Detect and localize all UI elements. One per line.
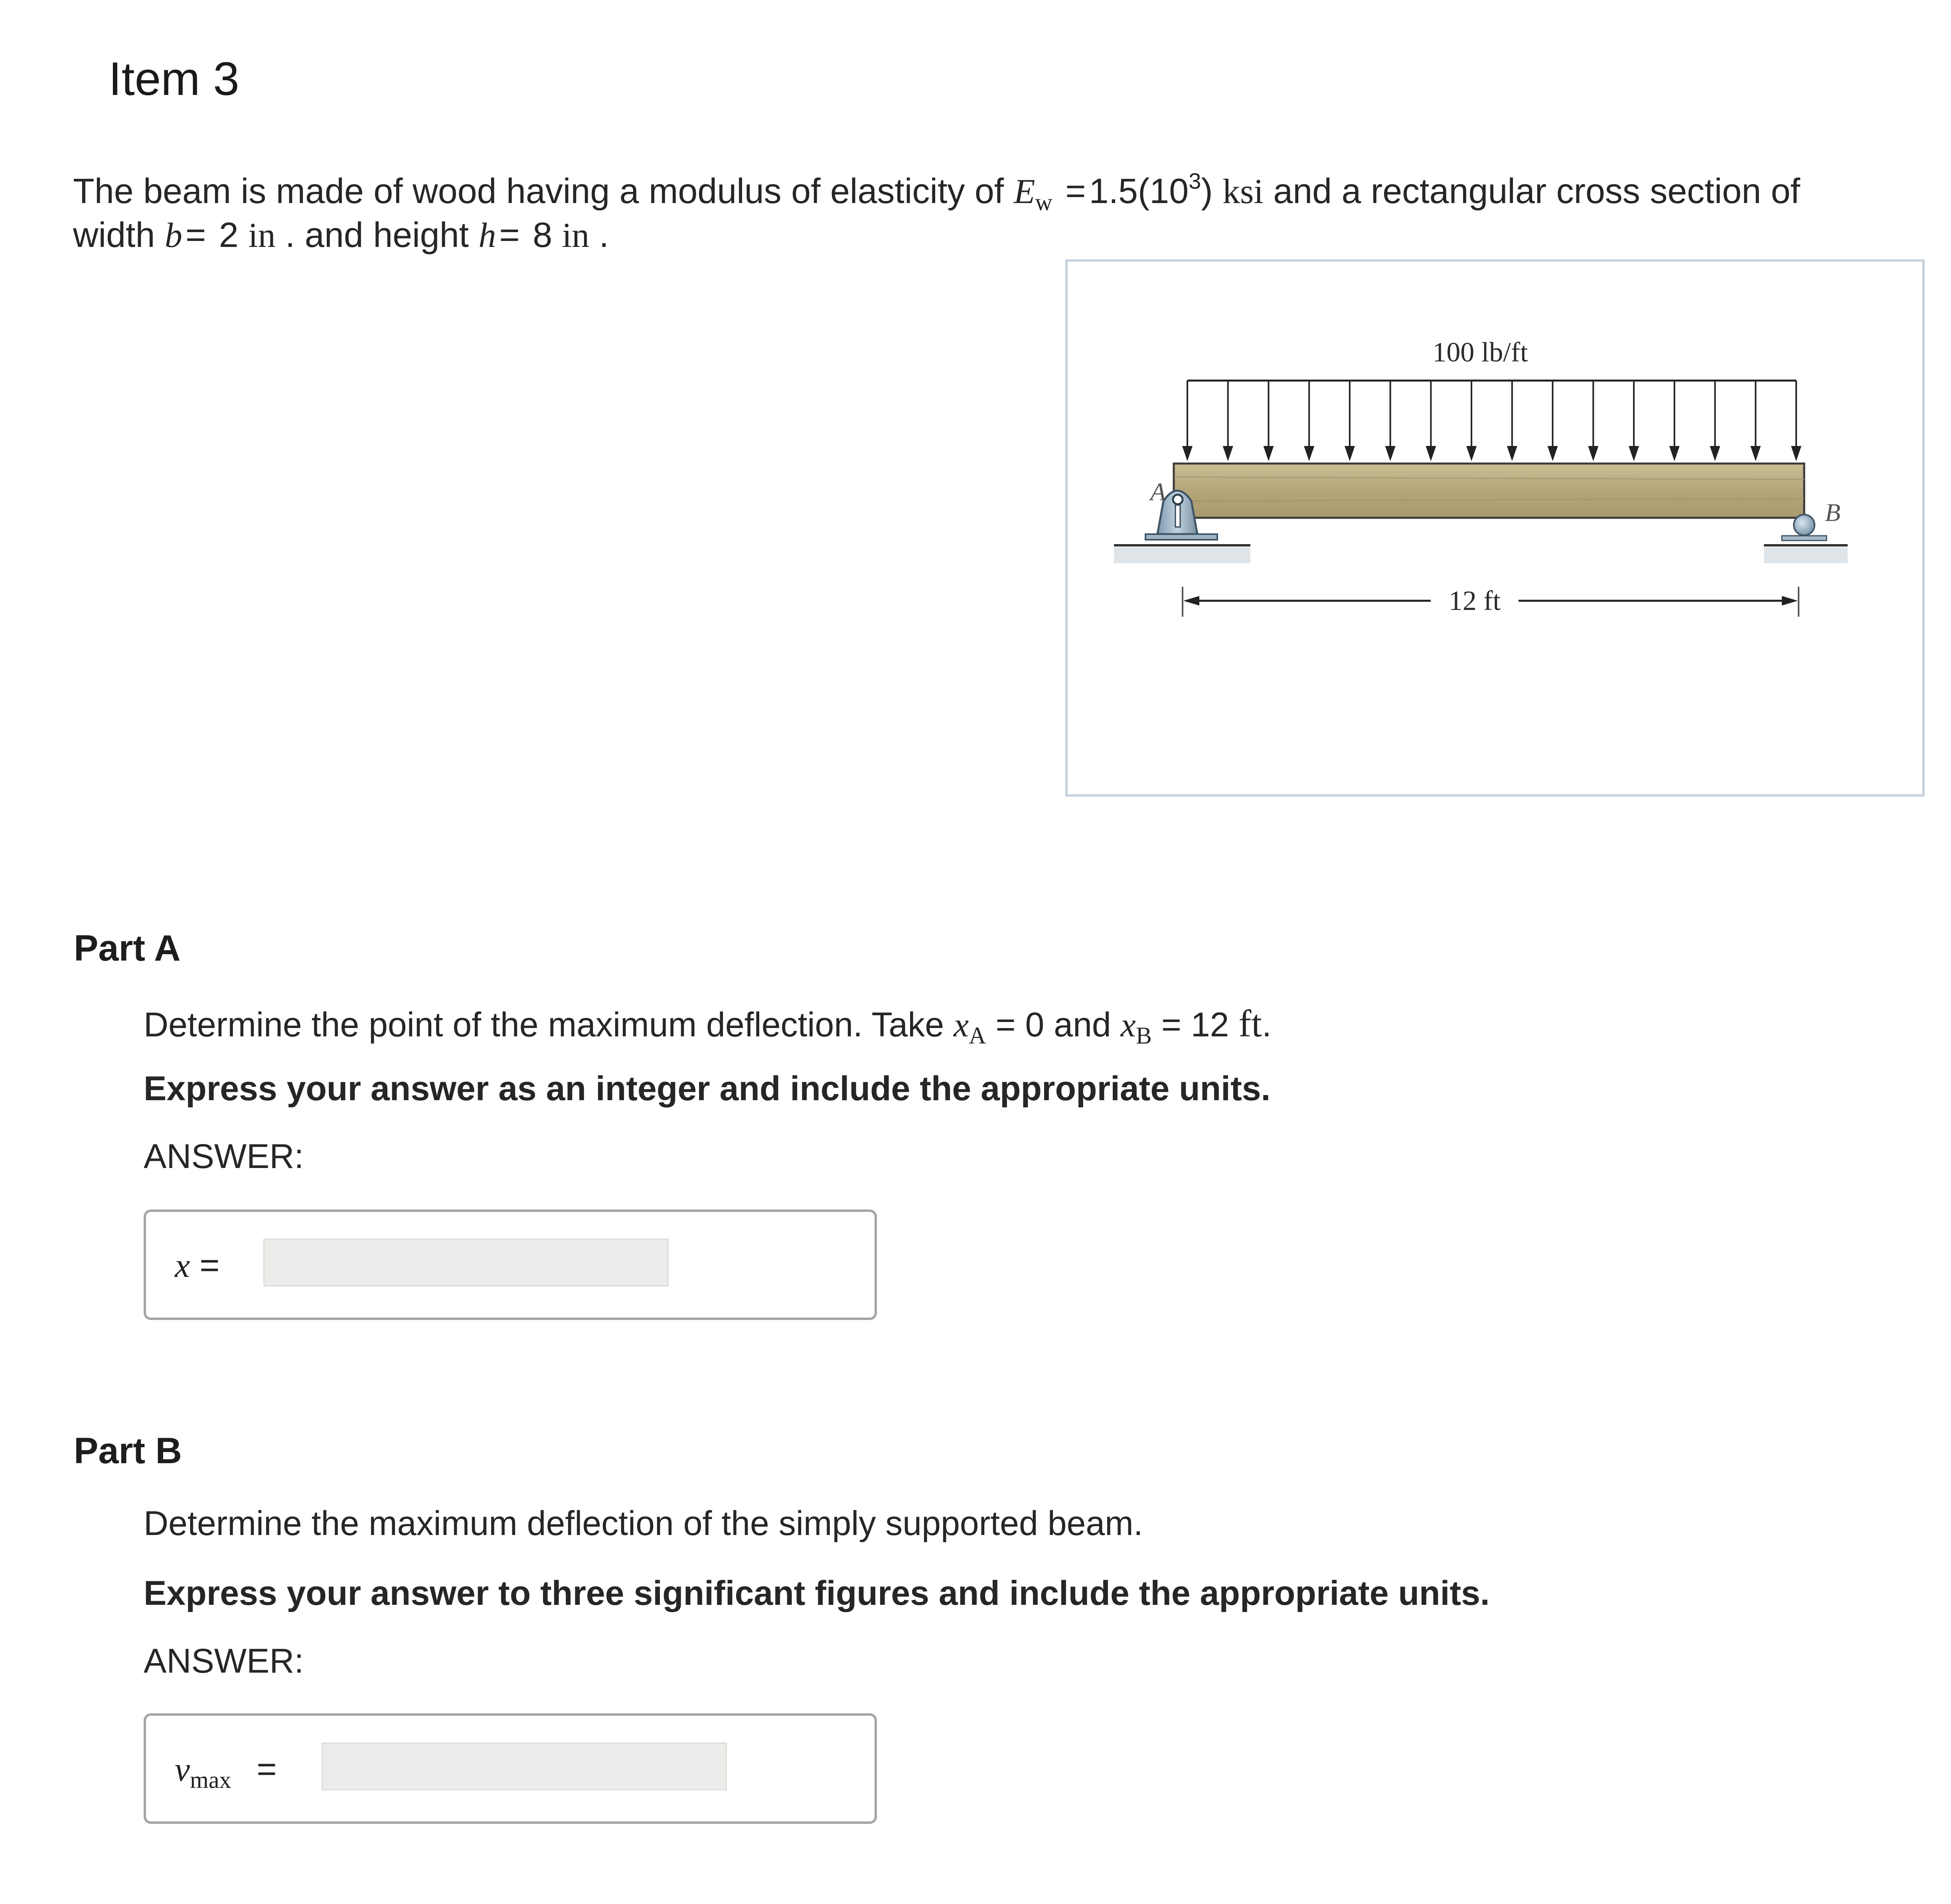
load-arrow-head	[1629, 446, 1639, 461]
part-b-answer-box	[144, 1713, 877, 1824]
beam-diagram	[1068, 262, 1922, 794]
x-symbol: x	[175, 1246, 190, 1284]
part-a-answer-label: ANSWER:	[144, 1137, 304, 1176]
load-arrow-head	[1548, 446, 1558, 461]
load-arrow-head	[1426, 446, 1436, 461]
part-b-equals: =	[257, 1750, 277, 1788]
width-equals: =	[185, 215, 206, 255]
modulus-exponent: 3	[1189, 168, 1201, 193]
span-label: 12 ft	[1448, 586, 1501, 616]
load-arrow-head	[1182, 446, 1193, 461]
dimension-arrow-right	[1782, 596, 1798, 606]
problem-text-4: . and height	[275, 215, 479, 255]
modulus-subscript: w	[1035, 189, 1053, 215]
load-arrow-head	[1710, 446, 1720, 461]
load-arrow-head	[1750, 446, 1761, 461]
part-b-hint: Express your answer to three significant figures and include the appropriate units.	[144, 1574, 1490, 1612]
modulus-equals: =	[1065, 171, 1086, 211]
width-unit: in	[248, 216, 276, 255]
span-unit: ft	[1238, 1002, 1262, 1045]
load-arrow-head	[1588, 446, 1598, 461]
load-arrow-head	[1345, 446, 1355, 461]
width-value: 2	[209, 215, 249, 255]
problem-text-2: and a rectangular cross section of	[1263, 171, 1800, 211]
problem-text-1: The beam is made of wood having a modulus of elasticity of	[73, 171, 1014, 211]
modulus-value: 1.5(10	[1089, 171, 1189, 211]
part-a-answer-input[interactable]	[263, 1239, 669, 1286]
load-arrow-head	[1385, 446, 1396, 461]
part-b-variable	[175, 1749, 277, 1793]
part-b-answer-input[interactable]	[322, 1742, 727, 1790]
beam-figure	[1065, 259, 1925, 797]
load-label: 100 lb/ft	[1432, 337, 1528, 368]
xa-symbol: x	[954, 1006, 969, 1044]
part-a-title: Part A	[74, 928, 181, 969]
part-b-question: Determine the maximum deflection of the simply supported beam.	[144, 1504, 1143, 1543]
xa-value: = 0 and	[986, 1006, 1121, 1044]
wood-beam	[1174, 464, 1804, 518]
height-unit: in	[562, 216, 590, 255]
load-arrow-head	[1507, 446, 1517, 461]
xb-subscript: B	[1135, 1022, 1152, 1049]
modulus-symbol: E	[1013, 172, 1035, 211]
load-arrow-head	[1669, 446, 1680, 461]
v-symbol: v	[175, 1750, 190, 1788]
v-subscript: max	[190, 1767, 231, 1793]
load-arrow-head	[1304, 446, 1314, 461]
height-equals: =	[499, 215, 520, 255]
height-value: 8	[523, 215, 562, 255]
support-a-label: A	[1150, 477, 1166, 506]
part-a-text-end: .	[1262, 1006, 1272, 1044]
xa-subscript: A	[969, 1022, 986, 1049]
modulus-unit: ksi	[1222, 172, 1264, 211]
load-arrows	[1182, 381, 1801, 461]
problem-text-3: width	[73, 215, 165, 255]
load-arrow-head	[1466, 446, 1477, 461]
load-arrow-head	[1791, 446, 1801, 461]
xb-symbol: x	[1120, 1006, 1136, 1044]
support-b-label: B	[1825, 498, 1841, 527]
part-a-answer-box	[144, 1209, 877, 1320]
height-symbol: h	[478, 216, 496, 255]
part-a-variable	[175, 1245, 219, 1285]
part-a-hint: Express your answer as an integer and include the appropriate units.	[144, 1069, 1271, 1108]
dimension-arrow-left	[1183, 596, 1199, 606]
modulus-value-close: )	[1201, 171, 1223, 211]
xb-value: = 12	[1151, 1006, 1239, 1044]
part-a-question	[144, 1001, 1272, 1049]
width-symbol: b	[164, 216, 182, 255]
part-b-answer-label: ANSWER:	[144, 1642, 304, 1680]
item-title: Item 3	[109, 53, 239, 105]
part-b-title: Part B	[74, 1430, 182, 1471]
part-a-equals: =	[199, 1246, 220, 1284]
load-arrow-head	[1223, 446, 1233, 461]
problem-text-5: .	[589, 215, 609, 255]
load-arrow-head	[1263, 446, 1274, 461]
part-a-text: Determine the point of the maximum deflection. Take	[144, 1006, 954, 1044]
problem-statement	[73, 170, 1908, 257]
